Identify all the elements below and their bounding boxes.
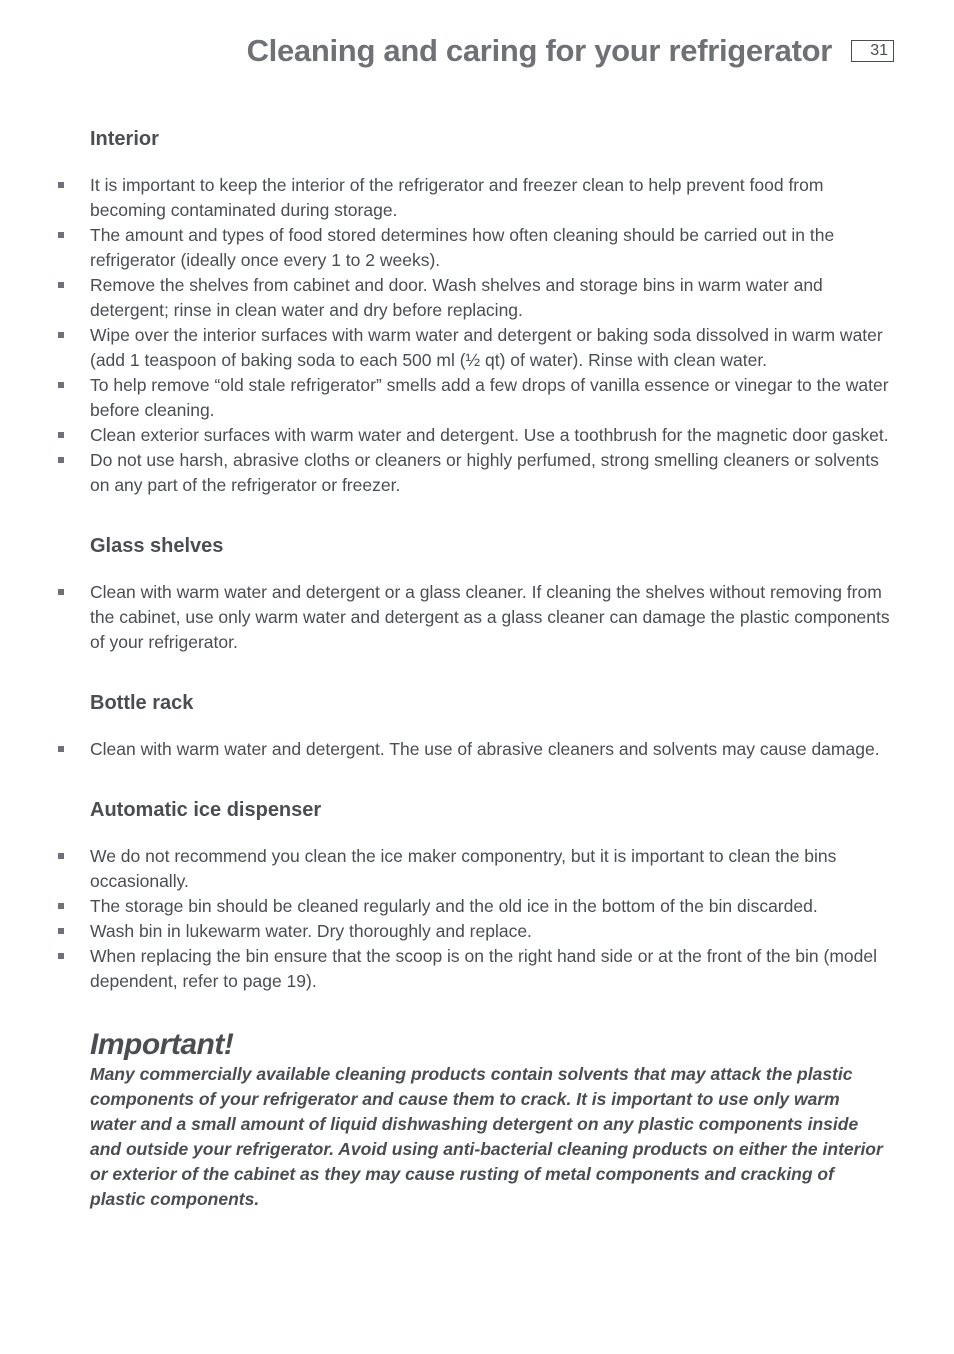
list-item: [90, 448, 890, 498]
list-item: [90, 919, 890, 944]
list-item-text: The amount and types of food stored determines how often cleaning should be carried out in the refrigerator (ideally once every 1 to 2 weeks).: [90, 225, 835, 270]
list-item-text: When replacing the bin ensure that the scoop is on the right hand side or at the front of the bin (model dependent, refer to page 19).: [90, 946, 878, 991]
square-bullet-icon: [58, 332, 64, 338]
list-item: [90, 373, 890, 423]
list-item: [90, 580, 890, 655]
section-heading: Automatic ice dispenser: [90, 799, 322, 821]
square-bullet-icon: [58, 928, 64, 934]
section-heading: Interior: [90, 128, 159, 150]
list-item-text: We do not recommend you clean the ice maker componentry, but it is important to clean the bins occasionally.: [90, 846, 837, 891]
important-body: Many commercially available cleaning products contain solvents that may attack the plastic components of your refrigerator and cause them to crack. It is important to use only warm water and a small amount of liquid dishwashing detergent on any plastic components inside and outside your refrigerator. Avoid using anti-bacterial cleaning products on either the interior or exterior of the cabinet as they may cause rusting of metal components and cracking of plastic components.: [90, 1064, 883, 1209]
section-heading: Bottle rack: [90, 692, 194, 714]
bullet-list: [90, 844, 890, 994]
list-item-text: Do not use harsh, abrasive cloths or cleaners or highly perfumed, strong smelling cleaners or solvents on any part of the refrigerator or freezer.: [90, 450, 879, 495]
bullet-list: [90, 173, 890, 498]
square-bullet-icon: [58, 382, 64, 388]
list-item-text: Remove the shelves from cabinet and door. Wash shelves and storage bins in warm water and detergent; rinse in clean water and dry before replacing.: [90, 275, 823, 320]
bullet-list: [90, 737, 890, 762]
square-bullet-icon: [58, 282, 64, 288]
list-item-text: To help remove “old stale refrigerator” smells add a few drops of vanilla essence or vinegar to the water before cleaning.: [90, 375, 889, 420]
list-item-text: Clean exterior surfaces with warm water and detergent. Use a toothbrush for the magnetic door gasket.: [90, 425, 889, 445]
square-bullet-icon: [58, 182, 64, 188]
section-automatic-ice-dispenser: [90, 795, 890, 994]
list-item: [90, 944, 890, 994]
list-item: [90, 323, 890, 373]
bullet-list: [90, 580, 890, 655]
square-bullet-icon: [58, 746, 64, 752]
list-item: [90, 173, 890, 223]
list-item: [90, 844, 890, 894]
section-glass-shelves: [90, 531, 890, 655]
list-item: [90, 423, 890, 448]
square-bullet-icon: [58, 903, 64, 909]
square-bullet-icon: [58, 232, 64, 238]
square-bullet-icon: [58, 853, 64, 859]
list-item: [90, 737, 890, 762]
section-heading: Glass shelves: [90, 535, 224, 557]
section-bottle-rack: [90, 688, 890, 762]
list-item: [90, 273, 890, 323]
square-bullet-icon: [58, 589, 64, 595]
list-item-text: The storage bin should be cleaned regularly and the old ice in the bottom of the bin discarded.: [90, 896, 818, 916]
list-item-text: Wash bin in lukewarm water. Dry thoroughly and replace.: [90, 921, 532, 941]
page-content: [90, 124, 890, 1212]
list-item-text: It is important to keep the interior of the refrigerator and freezer clean to help prevent food from becoming contaminated during storage.: [90, 175, 824, 220]
list-item: [90, 223, 890, 273]
list-item: [90, 894, 890, 919]
page-number: 31: [851, 40, 894, 62]
list-item-text: Wipe over the interior surfaces with warm water and detergent or baking soda dissolved in warm water (add 1 teaspoon of baking soda to each 500 ml (½ qt) of water). Rinse with clean water.: [90, 325, 883, 370]
page-title: Cleaning and caring for your refrigerator: [246, 33, 832, 68]
square-bullet-icon: [58, 953, 64, 959]
square-bullet-icon: [58, 432, 64, 438]
list-item-text: Clean with warm water and detergent or a glass cleaner. If cleaning the shelves without removing from the cabinet, use only warm water and detergent as a glass cleaner can damage the plastic components of your refrigerator.: [90, 582, 890, 652]
list-item-text: Clean with warm water and detergent. The use of abrasive cleaners and solvents may cause damage.: [90, 739, 880, 759]
square-bullet-icon: [58, 457, 64, 463]
important-title: Important!: [90, 1028, 234, 1061]
section-interior: [90, 124, 890, 498]
important-notice: [90, 1028, 890, 1212]
